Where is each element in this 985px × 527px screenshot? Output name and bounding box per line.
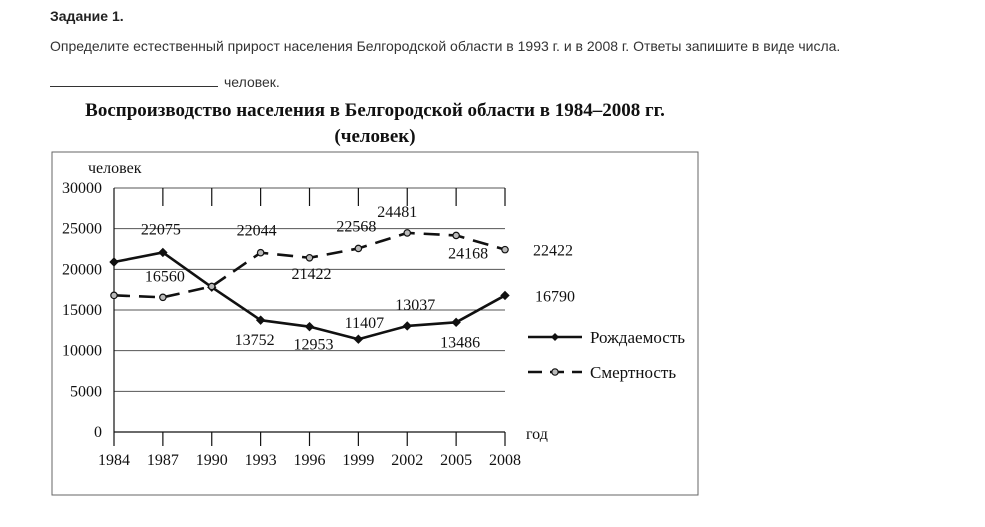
y-axis-label: человек [88, 160, 142, 177]
x-tick-label: 2002 [391, 452, 424, 469]
death-rate-label: 22422 [533, 242, 573, 260]
chart-subtitle: (человек) [334, 126, 416, 147]
task-question: Определите естественный прирост населения Белгородской области в 1993 г. и в 2008 г. Ответы запишите в виде числа. [50, 38, 841, 54]
death-rate-point [502, 246, 508, 252]
birth-rate-label: 22075 [140, 221, 181, 239]
legend-marker-diamond [551, 333, 559, 341]
death-rate-point [209, 283, 215, 289]
death-rate-label: 24481 [377, 203, 418, 221]
task-title: Задание 1. [50, 8, 124, 24]
grid-lines [114, 188, 505, 391]
death-rate-point [453, 232, 459, 238]
death-rate-label: 21422 [291, 265, 332, 283]
death-rate-label: 22044 [236, 222, 277, 240]
birth-rate-label: 11407 [344, 315, 385, 333]
y-tick-label: 10000 [62, 342, 102, 360]
death-rate-point [160, 294, 166, 300]
y-tick-label: 25000 [62, 220, 102, 238]
x-tick-label: 1987 [146, 452, 179, 469]
y-tick-label: 15000 [62, 302, 102, 319]
x-tick-label: 1990 [195, 452, 228, 469]
death-rate-point [355, 245, 361, 251]
y-tick-label: 5000 [70, 383, 102, 401]
death-rate-point [404, 230, 410, 236]
x-tick-label: 1999 [342, 452, 375, 469]
data-labels [141, 204, 575, 354]
y-tick-label: 30000 [62, 180, 102, 197]
legend-label: Рождаемость [590, 328, 686, 347]
birth-rate-label: 12953 [293, 336, 334, 354]
x-tick-label: 2005 [440, 452, 473, 469]
x-tick-label: 1993 [244, 452, 277, 469]
death-rate-label: 16560 [144, 268, 185, 286]
chart-title: Воспроизводство населения в Белгородской области в 1984–2008 гг. [85, 100, 665, 121]
death-rate-point [257, 250, 263, 256]
birth-rate-point [306, 323, 314, 331]
x-tick-label: 1984 [98, 452, 130, 469]
birth-rate-point [110, 258, 118, 266]
death-rate-label: 22568 [336, 218, 377, 236]
legend-label: Смертность [590, 363, 677, 382]
death-rate-point [111, 292, 117, 298]
answer-unit: человек. [224, 74, 280, 90]
x-tick-label: 1996 [293, 452, 326, 469]
y-tick-label: 0 [94, 424, 102, 441]
death-rate-label: 24168 [448, 245, 489, 263]
death-rate-point [306, 255, 312, 261]
birth-rate-point [354, 335, 362, 343]
x-tick-label: 2008 [489, 452, 521, 469]
legend [528, 328, 685, 382]
x-axis-label: год [526, 426, 548, 443]
birth-rate-label: 13486 [440, 334, 481, 352]
birth-rate-label: 16790 [535, 288, 575, 306]
y-tick-label: 20000 [62, 261, 102, 279]
legend-marker-circle [552, 369, 558, 375]
birth-rate-point [403, 322, 411, 330]
birth-rate-label: 13752 [234, 332, 275, 350]
birth-rate-label: 13037 [395, 296, 436, 314]
